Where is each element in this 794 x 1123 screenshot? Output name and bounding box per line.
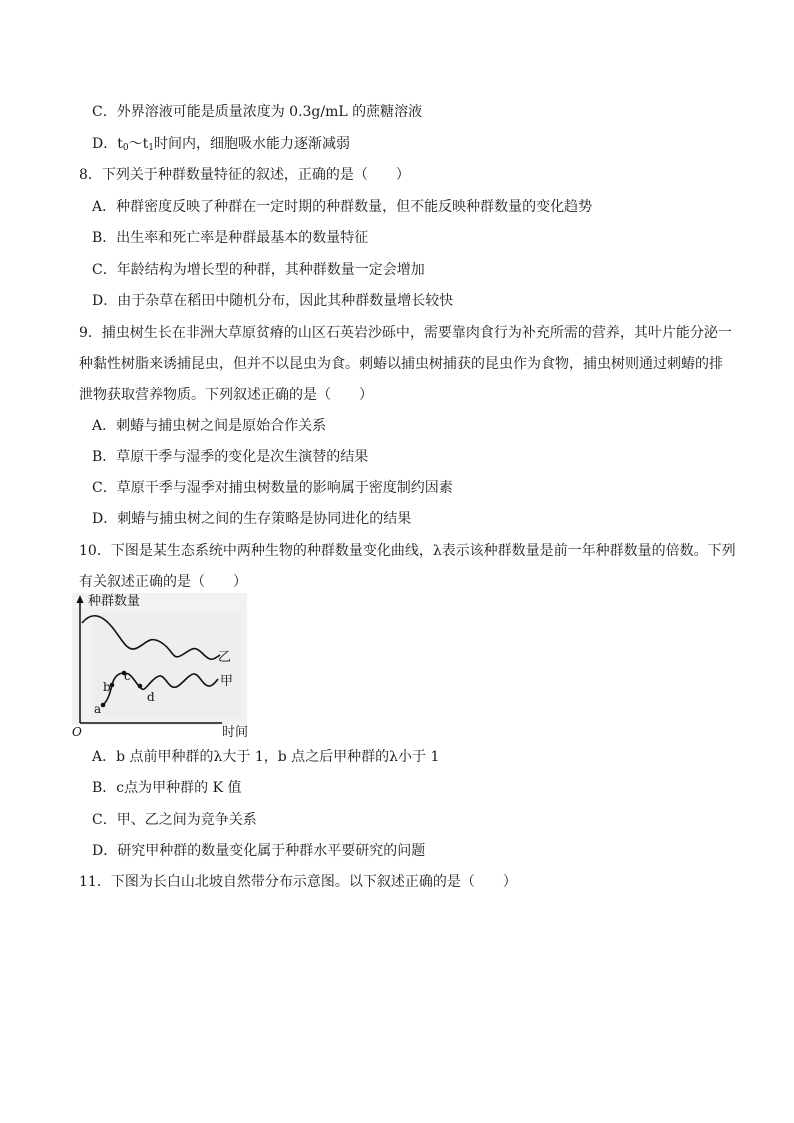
q10-option-c: C．甲、乙之间为竞争关系 [92,812,257,828]
q7-option-c: C．外界溶液可能是质量浓度为 0.3g/mL 的蔗糖溶液 [92,104,423,120]
curve-jia-label: 甲 [220,674,234,689]
q9-stem-line1: 9．捕虫树生长在非洲大草原贫瘠的山区石英岩沙砾中，需要靠肉食行为补充所需的营养，其叶片能分泌一 [79,325,732,341]
q8-option-a: A．种群密度反映了种群在一定时期的种群数量，但不能反映种群数量的变化趋势 [92,199,593,215]
q9-option-a: A．刺蝽与捕虫树之间是原始合作关系 [92,418,327,434]
point-d-dot [138,684,143,689]
q8-option-d: D．由于杂草在稻田中随机分布，因此其种群数量增长较快 [92,293,454,309]
q7-option-d-mid: ～t [128,136,149,152]
q10-stem-line1: 10．下图是某生态系统中两种生物的种群数量变化曲线，λ表示该种群数量是前一年种群数量的倍数。下列 [79,543,736,559]
q8-option-c: C．年龄结构为增长型的种群，其种群数量一定会增加 [92,262,425,278]
q9-option-b: B．草原干季与湿季的变化是次生演替的结果 [92,449,369,465]
population-curve-figure [72,593,252,738]
point-a-label: a [94,702,102,716]
q7-option-d-sub0: 0 [122,143,129,153]
q9-option-d: D．刺蝽与捕虫树之间的生存策略是协同进化的结果 [92,511,412,527]
q7-option-d-sub1: 1 [148,143,154,153]
q11-stem: 11．下图为长白山北坡自然带分布示意图。以下叙述正确的是（ ） [79,874,517,890]
figure-noise-patch [92,613,242,718]
point-a-dot [101,703,106,708]
q8-stem: 8．下列关于种群数量特征的叙述，正确的是（ ） [79,167,410,183]
origin-label: O [72,725,82,738]
q10-option-d: D．研究甲种群的数量变化属于种群水平要研究的问题 [92,843,426,859]
q10-stem-line2: 有关叙述正确的是（ ） [79,574,247,590]
q10-option-b: B．c点为甲种群的 K 值 [92,780,242,796]
q9-stem-line2: 种黏性树脂来诱捕昆虫，但并不以昆虫为食。刺蝽以捕虫树捕获的昆虫作为食物，捕虫树则通过刺蝽的排 [79,356,723,372]
q7-option-d-suffix: 时间内，细胞吸水能力逐渐减弱 [153,136,350,152]
q8-option-b: B．出生率和死亡率是种群最基本的数量特征 [92,230,369,246]
point-c-label: c [124,669,131,683]
q7-option-d-prefix: D．t [92,136,123,152]
curve-yi-label: 乙 [218,650,232,665]
q9-stem-line3: 泄物获取营养物质。下列叙述正确的是（ ） [79,387,373,403]
point-d-label: d [147,690,155,704]
q9-option-c: C．草原干季与湿季对捕虫树数量的影响属于密度制约因素 [92,480,453,496]
y-axis-label: 种群数量 [88,594,141,609]
q7-option-d [92,135,350,153]
x-axis-label: 时间 [222,725,249,738]
point-b-label: b [103,680,111,694]
population-curve-svg [72,593,252,738]
q10-option-a: A．b 点前甲种群的λ大于 1，b 点之后甲种群的λ小于 1 [92,749,440,765]
